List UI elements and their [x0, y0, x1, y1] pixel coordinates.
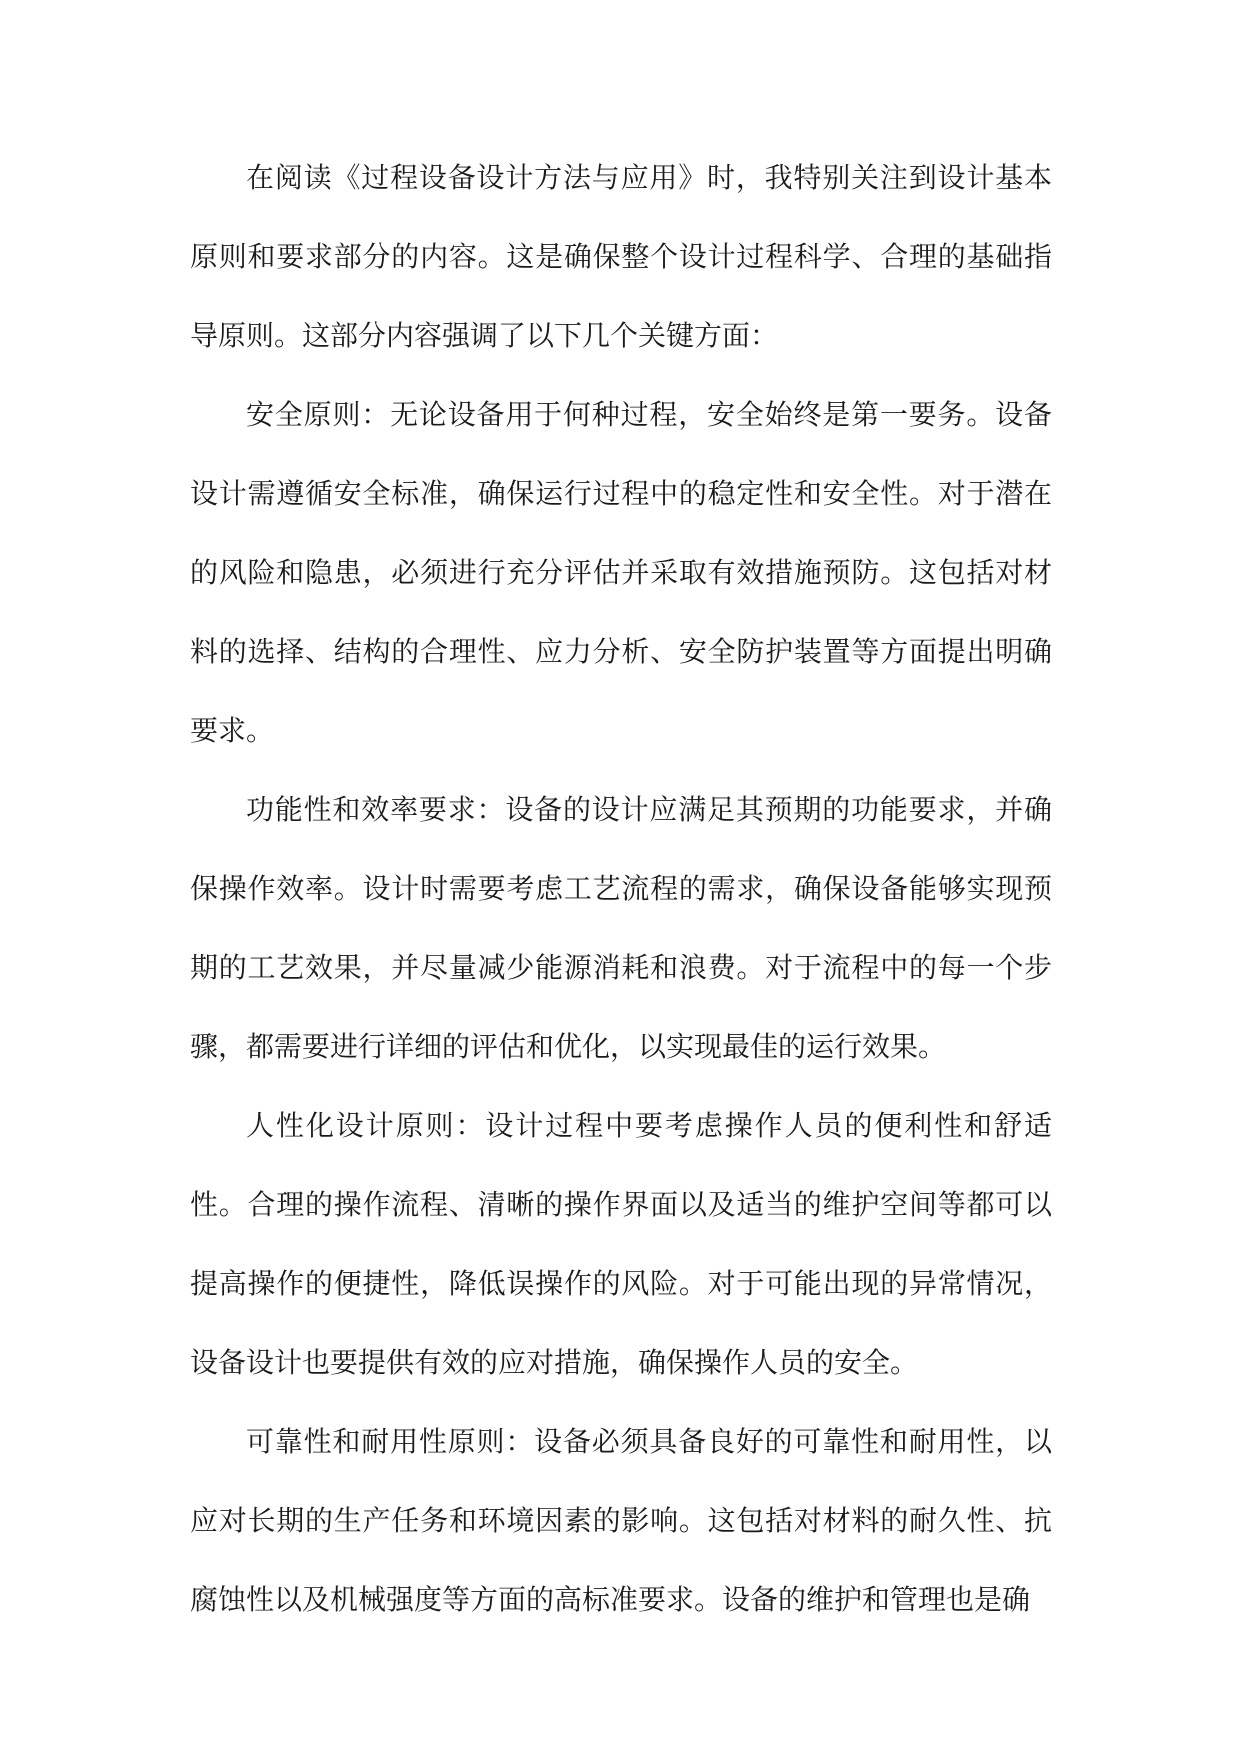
paragraph-reliability-durability: 可靠性和耐用性原则：设备必须具备良好的可靠性和耐用性，以应对长期的生产任务和环境因素的影响。这包括对材料的耐久性、抗腐蚀性以及机械强度等方面的高标准要求。设备的维护和管理也是确 — [190, 1425, 1052, 1616]
paragraph-functionality-efficiency: 功能性和效率要求：设备的设计应满足其预期的功能要求，并确保操作效率。设计时需要考虑工艺流程的需求，确保设备能够实现预期的工艺效果，并尽量减少能源消耗和浪费。对于流程中的每一个步骤，都需要进行详细的评估和优化，以实现最佳的运行效果。 — [190, 793, 1052, 1063]
paragraph-intro: 在阅读《过程设备设计方法与应用》时，我特别关注到设计基本原则和要求部分的内容。这是确保整个设计过程科学、合理的基础指导原则。这部分内容强调了以下几个关键方面： — [190, 161, 1052, 352]
paragraph-safety-principle: 安全原则：无论设备用于何种过程，安全始终是第一要务。设备设计需遵循安全标准，确保运行过程中的稳定性和安全性。对于潜在的风险和隐患，必须进行充分评估并采取有效措施预防。这包括对材料的选择、结构的合理性、应力分析、安全防护装置等方面提出明确要求。 — [190, 398, 1052, 747]
document-body — [190, 138, 1052, 1639]
paragraph-human-centered-design: 人性化设计原则：设计过程中要考虑操作人员的便利性和舒适性。合理的操作流程、清晰的操作界面以及适当的维护空间等都可以提高操作的便捷性，降低误操作的风险。对于可能出现的异常情况，设备设计也要提供有效的应对措施，确保操作人员的安全。 — [190, 1109, 1052, 1379]
